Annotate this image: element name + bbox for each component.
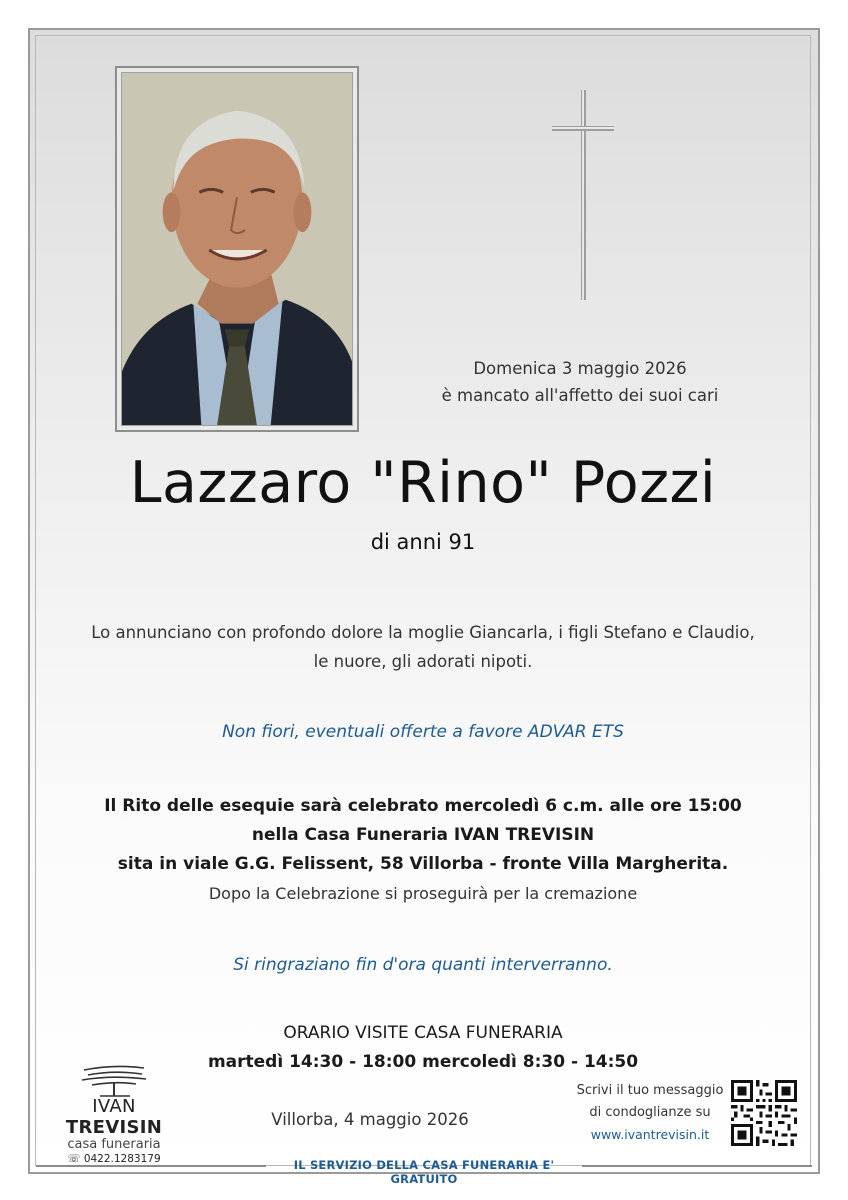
phone-text: 0422.1283179 xyxy=(83,1153,161,1165)
qr-code-icon[interactable] xyxy=(731,1080,797,1146)
death-date: Domenica 3 maggio 2026 xyxy=(473,359,687,378)
rite-line-4: Dopo la Celebrazione si proseguirà per la cremazione xyxy=(208,884,638,903)
portrait-photo xyxy=(121,72,353,426)
place-date: Villorba, 4 maggio 2026 xyxy=(271,1110,469,1129)
cross-icon xyxy=(550,88,616,302)
funeral-rite xyxy=(35,792,811,908)
brand-first: IVAN xyxy=(92,1096,136,1117)
brand-name xyxy=(44,1096,184,1138)
funeral-home-logo xyxy=(44,1062,184,1165)
flowers-note: Non fiori, eventuali offerte a favore ADVAR ETS xyxy=(222,722,624,742)
condolences-line-2: di condoglianze su xyxy=(589,1105,711,1120)
condolences-line-1: Scrivi il tuo messaggio xyxy=(576,1083,724,1098)
deceased-name: Lazzaro "Rino" Pozzi xyxy=(129,450,717,516)
portrait-frame xyxy=(115,66,359,432)
website-link[interactable]: www.ivantrevisin.it xyxy=(590,1127,710,1142)
footer-rule-right xyxy=(582,1165,812,1167)
tree-logo-icon xyxy=(74,1062,154,1098)
brand-last: TREVISIN xyxy=(65,1117,163,1138)
visiting-hours-title: ORARIO VISITE CASA FUNERARIA xyxy=(283,1023,563,1043)
thanks-note: Si ringraziano fin d'ora quanti interverranno. xyxy=(233,955,613,975)
death-phrase: è mancato all'affetto dei suoi cari xyxy=(441,386,719,405)
announcement xyxy=(35,618,811,676)
death-notice xyxy=(420,355,740,409)
footer-note: IL SERVIZIO DELLA CASA FUNERARIA E' GRATUITO xyxy=(293,1158,555,1186)
rite-line-1: Il Rito delle esequie sarà celebrato mercoledì 6 c.m. alle ore 15:00 xyxy=(104,796,742,816)
deceased-age: di anni 91 xyxy=(370,530,476,554)
brand-subtitle: casa funeraria xyxy=(67,1137,161,1152)
phone-icon: ☏ xyxy=(67,1153,84,1165)
rite-line-3: sita in viale G.G. Felissent, 58 Villorba - fronte Villa Margherita. xyxy=(117,854,729,874)
announcement-line-1: Lo annunciano con profondo dolore la moglie Giancarla, i figli Stefano e Claudio, xyxy=(91,623,755,642)
phone-number[interactable] xyxy=(44,1153,184,1165)
visiting-hours-times: martedì 14:30 - 18:00 mercoledì 8:30 - 14:50 xyxy=(207,1052,639,1072)
rite-line-2: nella Casa Funeraria IVAN TREVISIN xyxy=(251,825,595,845)
footer-rule-left xyxy=(36,1165,266,1167)
condolences-box xyxy=(570,1080,730,1146)
announcement-line-2: le nuore, gli adorati nipoti. xyxy=(313,652,533,671)
